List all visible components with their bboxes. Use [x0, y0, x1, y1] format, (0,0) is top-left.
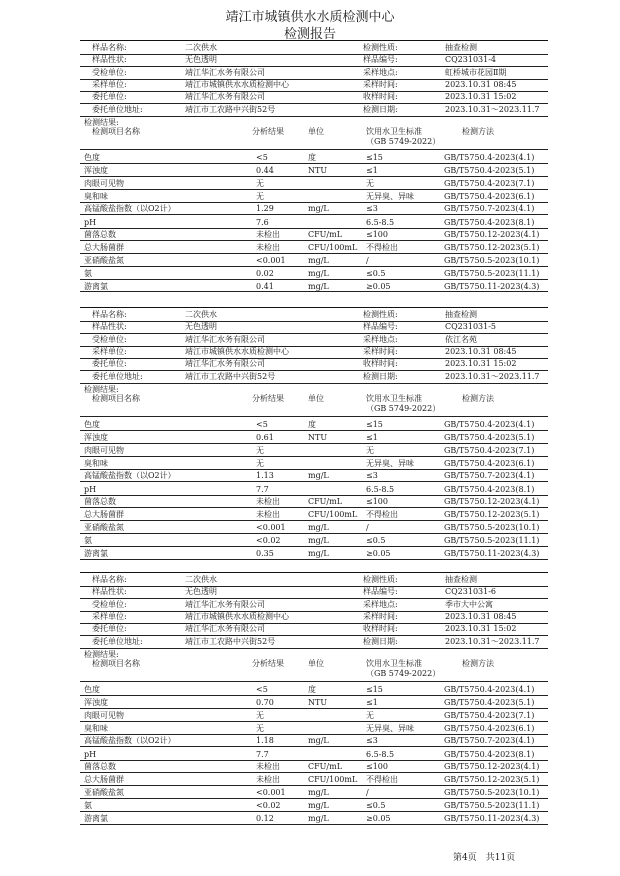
info-row-rule	[80, 648, 548, 649]
col-unit-header: 单位	[308, 127, 324, 136]
unit-value: mg/L	[308, 471, 329, 481]
item-name: 肉眼可见物	[84, 710, 124, 720]
col-result-header: 分析结果	[252, 394, 284, 403]
result-value: <5	[256, 685, 268, 694]
table-row-rule	[80, 734, 548, 735]
sampling-site-label: 采样地点:	[363, 67, 398, 77]
item-name: 总大肠菌群	[84, 243, 124, 253]
method-value: GB/T5750.12-2023(4.1)	[444, 497, 540, 507]
result-value: <5	[256, 420, 268, 429]
commissioned-unit-label: 受检单位:	[92, 599, 127, 609]
table-row-rule	[80, 189, 548, 190]
method-value: GB/T5750.4-2023(7.1)	[444, 178, 535, 188]
item-name: 氨	[84, 801, 92, 810]
receive-time-label: 收样时间:	[363, 92, 398, 102]
standard-value: ≤1	[366, 698, 378, 708]
commissioned-unit-label: 受检单位:	[92, 334, 127, 344]
item-name: pH	[84, 484, 97, 494]
sampling-time-label: 采样时间:	[363, 346, 398, 356]
table-row-rule	[80, 279, 548, 280]
sample-no-value: CQ231031-4	[445, 55, 497, 65]
commissioned-unit-value: 靖江华汇水务有限公司	[185, 67, 265, 77]
standard-value: /	[366, 255, 369, 265]
standard-value: ≤100	[366, 230, 388, 240]
standard-value: 不得检出	[366, 510, 398, 520]
method-value: GB/T5750.11-2023(4.3)	[444, 548, 540, 558]
sampling-unit-value: 靖江市城镇供水水质检测中心	[185, 79, 289, 89]
result-value: <0.001	[256, 787, 286, 797]
method-value: GB/T5750.5-2023(11.1)	[444, 536, 540, 545]
table-row-rule	[80, 721, 548, 722]
table-row-rule	[80, 520, 548, 521]
col-method-header: 检测方法	[462, 127, 494, 136]
standard-value: ≤15	[366, 685, 383, 694]
client-address-value: 靖江市工农路中兴街52号	[185, 636, 276, 646]
standard-value: ≤0.5	[366, 269, 386, 278]
result-value: <5	[256, 153, 268, 162]
unit-value: mg/L	[308, 536, 329, 545]
table-row-rule	[80, 507, 548, 508]
receive-time-value: 2023.10.31 15:02	[445, 624, 517, 634]
standard-value: ≥0.05	[366, 548, 391, 558]
unit-value: CFU/mL	[308, 230, 343, 240]
page-number: 第4页 共11页	[453, 853, 516, 863]
unit-value: NTU	[308, 166, 328, 176]
table-header-rule	[80, 416, 548, 417]
item-name: 高锰酸盐指数（以O2计）	[84, 204, 176, 214]
standard-value: ≤1	[366, 166, 378, 176]
method-value: GB/T5750.5-2023(10.1)	[444, 522, 540, 532]
result-value: <0.001	[256, 255, 286, 265]
unit-value: CFU/100mL	[308, 775, 358, 785]
col-standard-header: 饮用水卫生标准	[366, 127, 422, 136]
result-value: 无	[256, 191, 264, 201]
col-item-header: 检测项目名称	[92, 659, 140, 668]
commissioned-unit-label: 受检单位:	[92, 67, 127, 77]
sample-nature-value: 无色透明	[185, 322, 217, 332]
result-value: <0.02	[256, 801, 281, 810]
test-type-value: 抽查检测	[445, 575, 477, 584]
table-row-rule	[80, 253, 548, 254]
test-date-value: 2023.10.31～2023.11.7	[445, 371, 540, 381]
item-name: 游离氯	[84, 813, 108, 823]
table-row-rule	[80, 824, 548, 825]
sampling-unit-label: 采样单位:	[92, 79, 127, 89]
test-type-label: 检测性质:	[363, 575, 398, 584]
method-value: GB/T5750.4-2023(5.1)	[444, 433, 535, 443]
col-standard-sub-header: （GB 5749-2022）	[366, 404, 441, 413]
table-row-rule	[80, 202, 548, 203]
standard-value: 无	[366, 710, 374, 720]
method-value: GB/T5750.4-2023(8.1)	[444, 217, 535, 227]
standard-value: 不得检出	[366, 243, 398, 253]
sampling-site-label: 采样地点:	[363, 334, 398, 344]
item-name: 亚硝酸盐氮	[84, 787, 124, 797]
method-value: GB/T5750.4-2023(7.1)	[444, 710, 535, 720]
method-value: GB/T5750.4-2023(4.1)	[444, 420, 535, 429]
standard-value: ≥0.05	[366, 281, 391, 291]
sampling-site-value: 季市大中公寓	[445, 599, 493, 609]
item-name: 菌落总数	[84, 497, 116, 507]
result-value: 1.18	[256, 736, 274, 746]
result-value: 无	[256, 723, 264, 733]
method-value: GB/T5750.5-2023(11.1)	[444, 269, 540, 278]
sample-name-label: 样品名称:	[92, 310, 127, 319]
standard-value: 6.5-8.5	[366, 217, 395, 227]
item-name: 菌落总数	[84, 230, 116, 240]
unit-value: mg/L	[308, 269, 329, 278]
standard-value: ≤15	[366, 420, 383, 429]
standard-value: 6.5-8.5	[366, 749, 395, 759]
client-address-label: 委托单位地址:	[92, 636, 143, 646]
unit-value: mg/L	[308, 548, 329, 558]
col-standard-header: 饮用水卫生标准	[366, 659, 422, 668]
item-name: 总大肠菌群	[84, 775, 124, 785]
client-value: 靖江华汇水务有限公司	[185, 359, 265, 369]
standard-value: 无异臭、异味	[366, 191, 414, 201]
result-value: 0.02	[256, 269, 274, 278]
sample-nature-label: 样品性状:	[92, 55, 127, 65]
item-name: 亚硝酸盐氮	[84, 255, 124, 265]
standard-value: ≤1	[366, 433, 378, 443]
result-value: 1.29	[256, 204, 274, 214]
receive-time-value: 2023.10.31 15:02	[445, 92, 517, 102]
standard-value: ≤3	[366, 736, 378, 746]
method-value: GB/T5750.4-2023(5.1)	[444, 166, 535, 176]
method-value: GB/T5750.4-2023(8.1)	[444, 749, 535, 759]
section-top-rule	[80, 572, 548, 573]
result-value: 未检出	[256, 510, 280, 520]
col-standard-sub-header: （GB 5749-2022）	[366, 669, 441, 678]
client-label: 委托单位:	[92, 92, 127, 102]
standard-value: ≥0.05	[366, 813, 391, 823]
client-value: 靖江华汇水务有限公司	[185, 92, 265, 102]
sampling-time-value: 2023.10.31 08:45	[445, 611, 517, 621]
test-date-value: 2023.10.31～2023.11.7	[445, 636, 540, 646]
test-type-label: 检测性质:	[363, 43, 398, 52]
unit-value: CFU/mL	[308, 497, 343, 507]
sample-nature-value: 无色透明	[185, 587, 217, 597]
sample-no-label: 样品编号:	[363, 322, 398, 332]
standard-value: ≤100	[366, 762, 388, 772]
method-value: GB/T5750.5-2023(10.1)	[444, 255, 540, 265]
method-value: GB/T5750.12-2023(5.1)	[444, 243, 540, 253]
sampling-unit-value: 靖江市城镇供水水质检测中心	[185, 346, 289, 356]
item-name: 高锰酸盐指数（以O2计）	[84, 471, 176, 481]
report-title: 检测报告	[283, 27, 336, 42]
col-unit-header: 单位	[308, 394, 324, 403]
result-value: 未检出	[256, 775, 280, 785]
test-type-value: 抽查检测	[445, 43, 477, 52]
table-row-rule	[80, 760, 548, 761]
table-row-rule	[80, 176, 548, 177]
unit-value: NTU	[308, 433, 328, 443]
standard-value: ≤15	[366, 153, 383, 162]
info-row-rule	[80, 383, 548, 384]
result-value: 无	[256, 445, 264, 455]
test-date-label: 检测日期:	[363, 636, 398, 646]
result-value: 0.70	[256, 698, 274, 708]
item-name: 色度	[84, 685, 100, 694]
method-value: GB/T5750.12-2023(4.1)	[444, 230, 540, 240]
results-heading: 检测结果:	[84, 118, 119, 127]
client-address-label: 委托单位地址:	[92, 371, 143, 381]
method-value: GB/T5750.4-2023(5.1)	[444, 698, 535, 708]
method-value: GB/T5750.7-2023(4.1)	[444, 471, 535, 481]
table-header-rule	[80, 681, 548, 682]
sample-name-value: 二次供水	[185, 310, 217, 319]
table-row-rule	[80, 811, 548, 812]
client-address-value: 靖江市工农路中兴街52号	[185, 371, 276, 381]
standard-value: 无	[366, 445, 374, 455]
col-item-header: 检测项目名称	[92, 394, 140, 403]
sample-name-value: 二次供水	[185, 575, 217, 584]
method-value: GB/T5750.4-2023(6.1)	[444, 191, 535, 201]
sampling-site-value: 虹桥城市花园Ⅱ期	[445, 67, 507, 77]
result-value: 未检出	[256, 230, 280, 240]
receive-time-value: 2023.10.31 15:02	[445, 359, 517, 369]
method-value: GB/T5750.4-2023(4.1)	[444, 153, 535, 162]
result-value: 无	[256, 458, 264, 468]
method-value: GB/T5750.7-2023(4.1)	[444, 204, 535, 214]
table-header-rule	[80, 149, 548, 150]
unit-value: 度	[308, 685, 316, 694]
table-row-rule	[80, 469, 548, 470]
sample-no-value: CQ231031-6	[445, 587, 497, 597]
result-value: 0.35	[256, 548, 274, 558]
section-top-rule	[80, 40, 548, 41]
sampling-unit-value: 靖江市城镇供水水质检测中心	[185, 611, 289, 621]
receive-time-label: 收样时间:	[363, 359, 398, 369]
result-value: 0.12	[256, 813, 274, 823]
result-value: 未检出	[256, 497, 280, 507]
unit-value: 度	[308, 153, 316, 162]
standard-value: ≤3	[366, 204, 378, 214]
info-row-rule	[80, 116, 548, 117]
standard-value: /	[366, 522, 369, 532]
table-row-rule	[80, 546, 548, 547]
client-label: 委托单位:	[92, 359, 127, 369]
standard-value: 无	[366, 178, 374, 188]
item-name: pH	[84, 749, 97, 759]
col-unit-header: 单位	[308, 659, 324, 668]
standard-value: ≤100	[366, 497, 388, 507]
table-row-rule	[80, 266, 548, 267]
client-value: 靖江华汇水务有限公司	[185, 624, 265, 634]
standard-value: ≤3	[366, 471, 378, 481]
sampling-site-value: 依江名苑	[445, 334, 477, 344]
receive-time-label: 收样时间:	[363, 624, 398, 634]
result-value: 无	[256, 710, 264, 720]
unit-value: CFU/100mL	[308, 510, 358, 520]
item-name: 色度	[84, 153, 100, 162]
item-name: 臭和味	[84, 191, 108, 201]
section-top-rule	[80, 307, 548, 308]
method-value: GB/T5750.5-2023(11.1)	[444, 801, 540, 810]
method-value: GB/T5750.12-2023(5.1)	[444, 775, 540, 785]
method-value: GB/T5750.4-2023(6.1)	[444, 723, 535, 733]
standard-value: ≤0.5	[366, 536, 386, 545]
sampling-time-label: 采样时间:	[363, 79, 398, 89]
sample-name-label: 样品名称:	[92, 575, 127, 584]
sampling-time-value: 2023.10.31 08:45	[445, 79, 517, 89]
sample-no-value: CQ231031-5	[445, 322, 497, 332]
test-type-value: 抽查检测	[445, 310, 477, 319]
unit-value: mg/L	[308, 255, 329, 265]
table-row-rule	[80, 443, 548, 444]
result-value: 0.44	[256, 166, 274, 176]
result-value: <0.02	[256, 536, 281, 545]
results-heading: 检测结果:	[84, 650, 119, 659]
unit-value: mg/L	[308, 787, 329, 797]
method-value: GB/T5750.4-2023(8.1)	[444, 484, 535, 494]
item-name: 臭和味	[84, 458, 108, 468]
table-row-rule	[80, 240, 548, 241]
client-address-value: 靖江市工农路中兴街52号	[185, 104, 276, 114]
item-name: 亚硝酸盐氮	[84, 522, 124, 532]
method-value: GB/T5750.5-2023(10.1)	[444, 787, 540, 797]
info-row-rule	[80, 333, 548, 334]
commissioned-unit-value: 靖江华汇水务有限公司	[185, 334, 265, 344]
report-org-title: 靖江市城镇供水水质检测中心	[225, 10, 395, 25]
sampling-unit-label: 采样单位:	[92, 346, 127, 356]
method-value: GB/T5750.12-2023(5.1)	[444, 510, 540, 520]
result-value: 0.61	[256, 433, 274, 443]
sampling-site-label: 采样地点:	[363, 599, 398, 609]
result-value: 7.7	[256, 749, 269, 759]
method-value: GB/T5750.4-2023(7.1)	[444, 445, 535, 455]
col-result-header: 分析结果	[252, 127, 284, 136]
item-name: 浑浊度	[84, 698, 108, 708]
table-row-rule	[80, 533, 548, 534]
client-address-label: 委托单位地址:	[92, 104, 143, 114]
item-name: 高锰酸盐指数（以O2计）	[84, 736, 176, 746]
method-value: GB/T5750.11-2023(4.3)	[444, 813, 540, 823]
client-label: 委托单位:	[92, 624, 127, 634]
item-name: 菌落总数	[84, 762, 116, 772]
unit-value: mg/L	[308, 736, 329, 746]
unit-value: 度	[308, 420, 316, 429]
table-row-rule	[80, 495, 548, 496]
item-name: 色度	[84, 420, 100, 429]
sampling-time-label: 采样时间:	[363, 611, 398, 621]
result-value: 未检出	[256, 243, 280, 253]
results-heading: 检测结果:	[84, 385, 119, 394]
standard-value: ≤0.5	[366, 801, 386, 810]
unit-value: mg/L	[308, 522, 329, 532]
test-date-value: 2023.10.31～2023.11.7	[445, 104, 540, 114]
sample-name-value: 二次供水	[185, 43, 217, 52]
unit-value: mg/L	[308, 204, 329, 214]
item-name: 肉眼可见物	[84, 445, 124, 455]
item-name: 氨	[84, 269, 92, 278]
table-row-rule	[80, 785, 548, 786]
result-value: 未检出	[256, 762, 280, 772]
col-item-header: 检测项目名称	[92, 127, 140, 136]
standard-value: 6.5-8.5	[366, 484, 395, 494]
result-value: 1.13	[256, 471, 274, 481]
col-method-header: 检测方法	[462, 659, 494, 668]
item-name: 肉眼可见物	[84, 178, 124, 188]
item-name: 臭和味	[84, 723, 108, 733]
unit-value: mg/L	[308, 281, 329, 291]
result-value: 0.41	[256, 281, 274, 291]
method-value: GB/T5750.12-2023(4.1)	[444, 762, 540, 772]
table-row-rule	[80, 430, 548, 431]
result-value: <0.001	[256, 522, 286, 532]
method-value: GB/T5750.4-2023(6.1)	[444, 458, 535, 468]
standard-value: 无异臭、异味	[366, 723, 414, 733]
standard-value: 不得检出	[366, 775, 398, 785]
result-value: 7.7	[256, 484, 269, 494]
test-date-label: 检测日期:	[363, 104, 398, 114]
method-value: GB/T5750.7-2023(4.1)	[444, 736, 535, 746]
col-result-header: 分析结果	[252, 659, 284, 668]
table-row-rule	[80, 163, 548, 164]
test-date-label: 检测日期:	[363, 371, 398, 381]
commissioned-unit-value: 靖江华汇水务有限公司	[185, 599, 265, 609]
sampling-unit-label: 采样单位:	[92, 611, 127, 621]
method-value: GB/T5750.4-2023(4.1)	[444, 685, 535, 694]
sample-name-label: 样品名称:	[92, 43, 127, 52]
sample-nature-label: 样品性状:	[92, 322, 127, 332]
table-row-rule	[80, 695, 548, 696]
item-name: 游离氯	[84, 281, 108, 291]
result-value: 7.6	[256, 217, 269, 227]
sample-no-label: 样品编号:	[363, 587, 398, 597]
item-name: pH	[84, 217, 97, 227]
table-row-rule	[80, 481, 548, 482]
col-standard-header: 饮用水卫生标准	[366, 394, 422, 403]
unit-value: NTU	[308, 698, 328, 708]
unit-value: CFU/100mL	[308, 243, 358, 253]
standard-value: /	[366, 787, 369, 797]
table-row-rule	[80, 291, 548, 292]
sampling-time-value: 2023.10.31 08:45	[445, 346, 517, 356]
sample-nature-value: 无色透明	[185, 55, 217, 65]
table-row-rule	[80, 772, 548, 773]
item-name: 总大肠菌群	[84, 510, 124, 520]
col-method-header: 检测方法	[462, 394, 494, 403]
table-row-rule	[80, 228, 548, 229]
unit-value: CFU/mL	[308, 762, 343, 772]
table-row-rule	[80, 456, 548, 457]
unit-value: mg/L	[308, 801, 329, 810]
sample-nature-label: 样品性状:	[92, 587, 127, 597]
table-row-rule	[80, 214, 548, 215]
col-standard-sub-header: （GB 5749-2022）	[366, 137, 441, 146]
result-value: 无	[256, 178, 264, 188]
table-row-rule	[80, 798, 548, 799]
item-name: 浑浊度	[84, 166, 108, 176]
item-name: 氨	[84, 536, 92, 545]
table-row-rule	[80, 559, 548, 560]
method-value: GB/T5750.11-2023(4.3)	[444, 281, 540, 291]
item-name: 游离氯	[84, 548, 108, 558]
standard-value: 无异臭、异味	[366, 458, 414, 468]
sample-no-label: 样品编号:	[363, 55, 398, 65]
test-type-label: 检测性质:	[363, 310, 398, 319]
table-row-rule	[80, 746, 548, 747]
table-row-rule	[80, 708, 548, 709]
unit-value: mg/L	[308, 813, 329, 823]
item-name: 浑浊度	[84, 433, 108, 443]
